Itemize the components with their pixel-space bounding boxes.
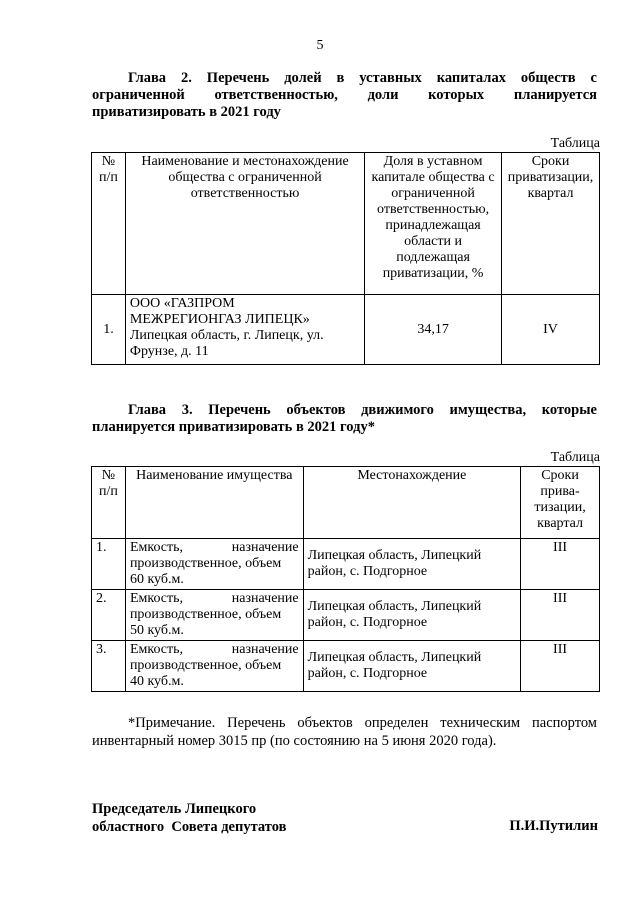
footnote-line2: инвентарный номер 3015 пр (по состоянию на 5 июня 2020 года). [92,733,497,749]
signature-title [92,800,286,836]
location-line1: Липецкая область, Липецкий [307,599,482,614]
row-term: III [521,539,600,590]
signature-title-line1: Председатель Липецкого [92,801,257,817]
property-line1: Емкость, назначение [129,540,299,555]
property-line3: 40 куб.м. [129,674,184,689]
row-share: 34,17 [365,295,502,365]
row-num: 2. [92,590,126,641]
company-line4: Фрунзе, д. 11 [129,344,209,359]
col-header-location: Местонахождение [303,467,520,539]
chapter3-table-label: Таблица [550,450,600,465]
row-company [125,295,364,365]
col-header-share: Доля в уставном капитале общества с ограниченной ответственностью, принадлежащая области и подлежащая приватизации, % [365,153,502,295]
footnote-line1: *Примечание. Перечень объектов определен техническим паспортом [128,715,597,731]
col-header-term: Сроки приватизации, квартал [502,153,600,295]
chapter2-table [91,152,600,365]
chapter2-table-label: Таблица [550,136,600,151]
chapter3-heading [92,402,597,436]
table-row [92,641,600,692]
property-line2: производственное, объем [129,658,282,673]
row-term: III [521,641,600,692]
page-number: 5 [316,38,324,53]
table-row [92,295,600,365]
property-line1: Емкость, назначение [129,591,299,606]
table-row [92,590,600,641]
property-line1: Емкость, назначение [129,642,299,657]
table-row [92,539,600,590]
col-header-num: № п/п [92,467,126,539]
location-line2: район, с. Подгорное [307,615,428,630]
property-line3: 50 куб.м. [129,623,184,638]
location-line1: Липецкая область, Липецкий [307,548,482,563]
chapter3-heading-line2: планируется приватизировать в 2021 году* [92,419,375,435]
row-num: 1. [92,539,126,590]
col-header-num: № п/п [92,153,126,295]
chapter2-heading [92,70,597,121]
company-line3: Липецкая область, г. Липецк, ул. [129,328,324,343]
property-line3: 60 куб.м. [129,572,184,587]
chapter2-heading-line2: ограниченной ответственностью, доли которых планируется [92,87,597,103]
property-line2: производственное, объем [129,556,282,571]
row-num: 1. [92,295,126,365]
footnote [92,714,597,750]
row-property [125,590,303,641]
col-header-term: Сроки прива-тизации, квартал [521,467,600,539]
row-location [303,539,520,590]
row-location [303,590,520,641]
chapter3-table [91,466,600,692]
chapter2-table-header [92,153,600,295]
signature-name: П.И.Путилин [509,818,598,834]
col-header-company: Наименование и местонахождение общества с ограниченной ответственностью [125,153,364,295]
row-property [125,539,303,590]
chapter2-heading-line3: приватизировать в 2021 году [92,104,281,120]
row-property [125,641,303,692]
col-header-property: Наименование имущества [125,467,303,539]
location-line2: район, с. Подгорное [307,666,428,681]
location-line2: район, с. Подгорное [307,564,428,579]
row-term: IV [502,295,600,365]
row-term: III [521,590,600,641]
signature-title-line2: областного Совета депутатов [92,819,287,835]
chapter3-table-header [92,467,600,539]
row-location [303,641,520,692]
property-line2: производственное, объем [129,607,282,622]
chapter2-heading-line1: Глава 2. Перечень долей в уставных капиталах обществ с [128,70,597,86]
company-line2: МЕЖРЕГИОНГАЗ ЛИПЕЦК» [129,312,310,327]
row-num: 3. [92,641,126,692]
location-line1: Липецкая область, Липецкий [307,650,482,665]
company-line1: ООО «ГАЗПРОМ [129,296,235,311]
chapter3-heading-line1: Глава 3. Перечень объектов движимого имущества, которые [128,402,597,418]
